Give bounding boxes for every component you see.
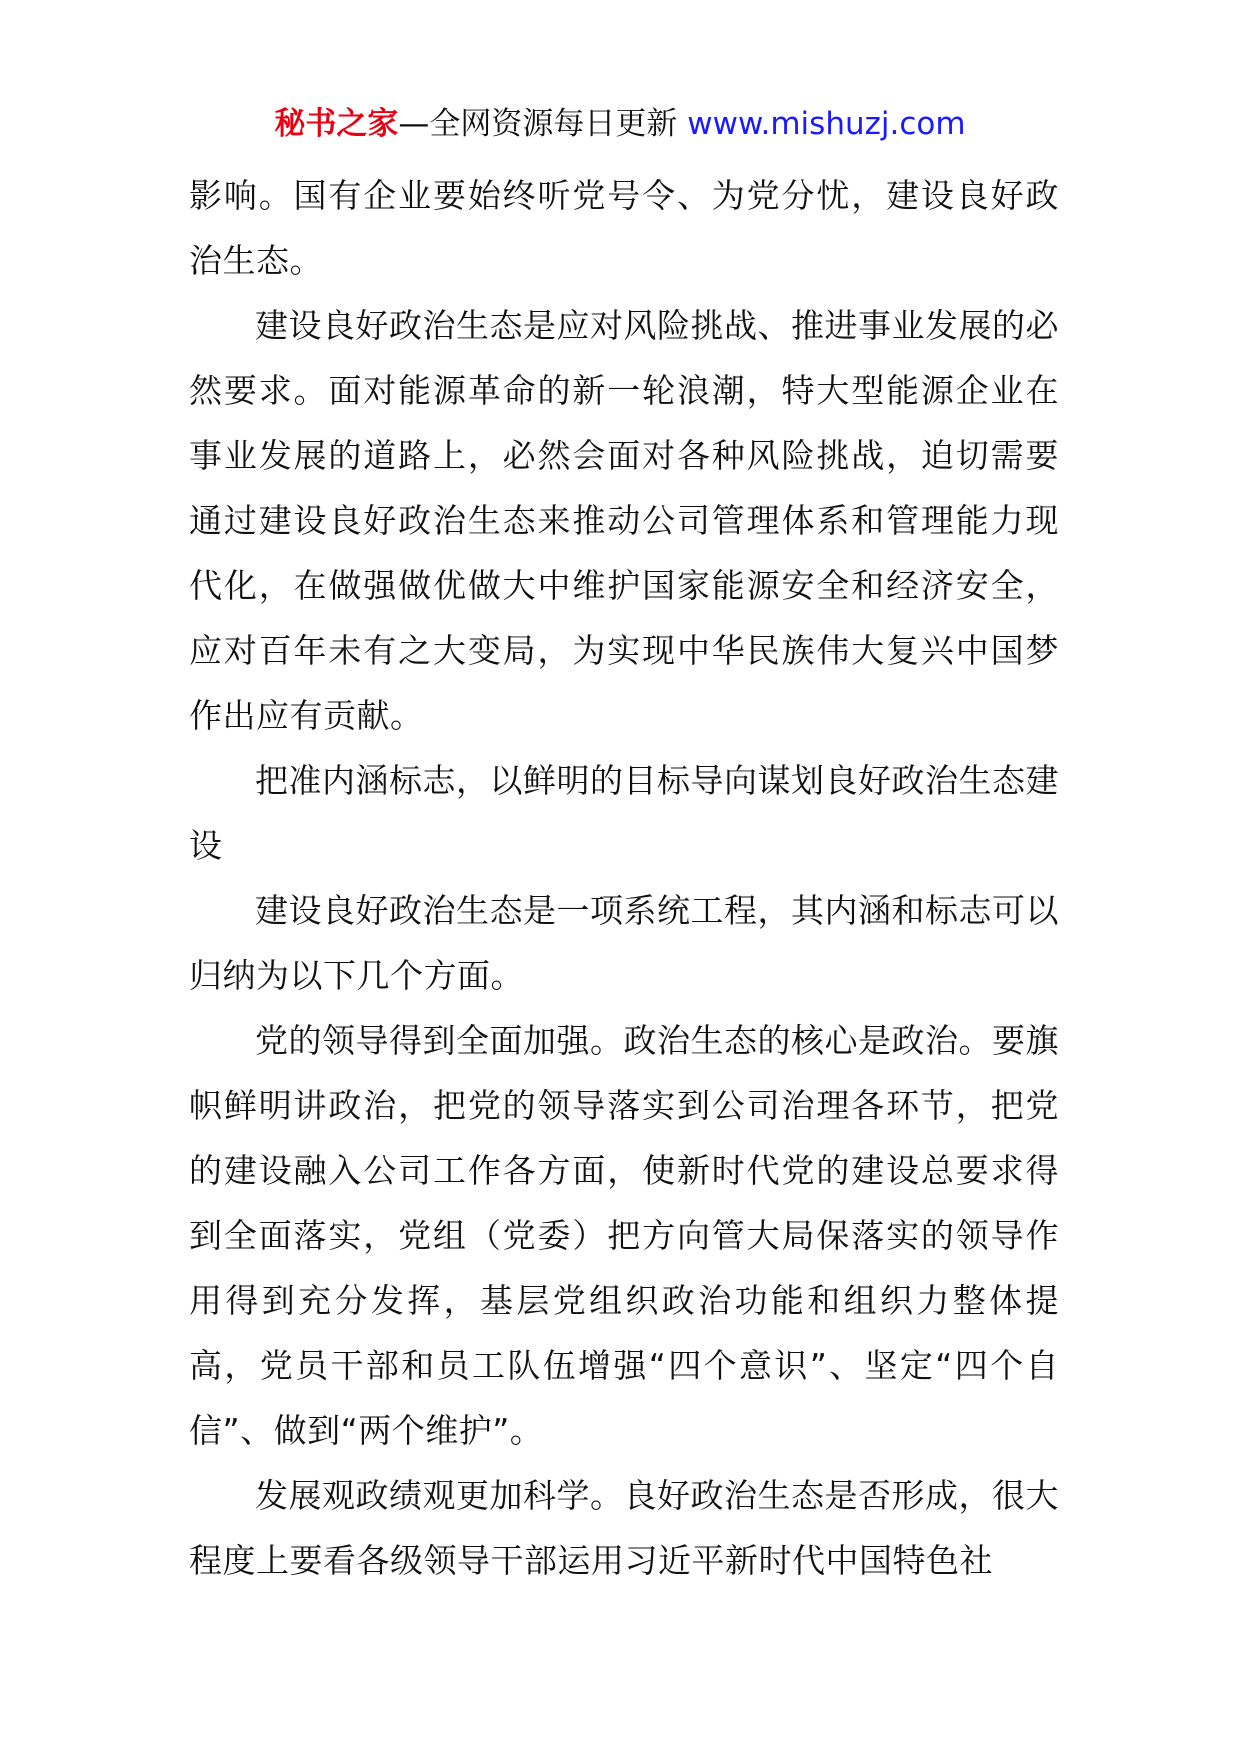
paragraph-2: 建设良好政治生态是应对风险挑战、推进事业发展的必然要求。面对能源革命的新一轮浪潮，特大型能源企业在事业发展的道路上，必然会面对各种风险挑战，迫切需要通过建设良好政治生态来推动公司管理体系和管理能力现代化，在做强做优做大中维护国家能源安全和经济安全，应对百年未有之大变局，为实现中华民族伟大复兴中国梦作出应有贡献。: [189, 306, 1059, 735]
paragraph-3: 建设良好政治生态是一项系统工程，其内涵和标志可以归纳为以下几个方面。: [189, 891, 1059, 995]
site-header: [0, 100, 1240, 148]
paragraph-5: 发展观政绩观更加科学。良好政治生态是否形成，很大程度上要看各级领导干部运用习近平新时代中国特色社: [189, 1476, 1059, 1580]
site-url-link[interactable]: www.mishuzj.com: [687, 106, 966, 142]
document-body: [189, 163, 1059, 1593]
paragraph-1: 影响。国有企业要始终听党号令、为党分忧，建设良好政治生态。: [189, 176, 1059, 280]
header-tagline: —全网资源每日更新: [398, 106, 688, 142]
section-heading: 把准内涵标志，以鲜明的目标导向谋划良好政治生态建设: [189, 761, 1059, 865]
paragraph-4: 党的领导得到全面加强。政治生态的核心是政治。要旗帜鲜明讲政治，把党的领导落实到公司治理各环节，把党的建设融入公司工作各方面，使新时代党的建设总要求得到全面落实，党组（党委）把方向管大局保落实的领导作用得到充分发挥，基层党组织政治功能和组织力整体提高，党员干部和员工队伍增强“四个意识”、坚定“四个自信”、做到“两个维护”。: [189, 1021, 1059, 1450]
brand-name: 秘书之家: [274, 106, 399, 142]
